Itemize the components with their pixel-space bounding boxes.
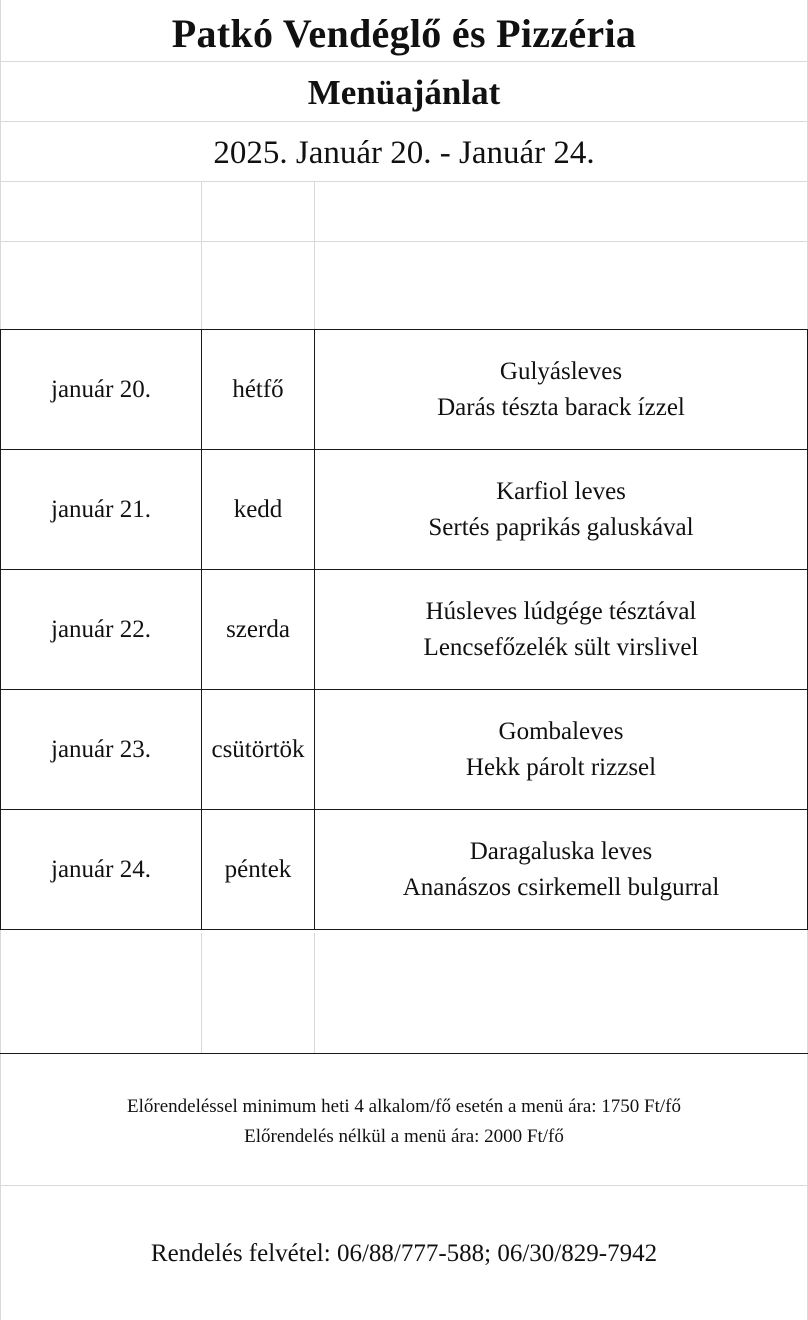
menu-row (1, 330, 808, 450)
menu-row (1, 810, 808, 930)
menu-row (1, 690, 808, 810)
menu-day: szerda (202, 570, 315, 690)
pricing-notes (0, 1092, 808, 1152)
gridline (201, 933, 202, 1053)
menu-date: január 20. (1, 330, 202, 450)
soup-dish: Gulyásleves (499, 357, 623, 385)
order-contact: Rendelés felvétel: 06/88/777-588; 06/30/829-7942 (150, 1240, 658, 1267)
soup-dish: Gombaleves (498, 717, 624, 745)
menu-date: január 21. (1, 450, 202, 570)
week-date-range: 2025. Január 20. - Január 24. (213, 134, 595, 171)
gridline (314, 933, 315, 1053)
menu-date: január 24. (1, 810, 202, 930)
main-dish: Darás tészta barack ízzel (437, 393, 685, 421)
gridline (201, 181, 202, 329)
gridline (314, 181, 315, 329)
menu-row (1, 570, 808, 690)
menu-subtitle: Menüajánlat (307, 73, 501, 112)
menu-date: január 22. (1, 570, 202, 690)
menu-dishes (315, 690, 808, 810)
soup-dish: Daragaluska leves (469, 837, 653, 865)
weekly-menu-table (0, 329, 808, 930)
main-dish: Hekk párolt rizzsel (465, 753, 657, 781)
pricing-standard: Előrendelés nélkül a menü ára: 2000 Ft/fő (244, 1126, 564, 1147)
menu-day: csütörtök (202, 690, 315, 810)
menu-dishes (315, 570, 808, 690)
menu-day: kedd (202, 450, 315, 570)
main-dish: Sertés paprikás galuskával (428, 513, 694, 541)
soup-dish: Karfiol leves (496, 477, 626, 505)
menu-date: január 23. (1, 690, 202, 810)
menu-dishes (315, 330, 808, 450)
gridline (0, 1185, 808, 1186)
menu-dishes (315, 450, 808, 570)
menu-dishes (315, 810, 808, 930)
restaurant-title: Patkó Vendéglő és Pizzéria (171, 10, 637, 56)
main-dish: Ananászos csirkemell bulgurral (402, 873, 720, 901)
menu-day: péntek (202, 810, 315, 930)
section-divider (0, 1053, 808, 1054)
gridline (0, 241, 808, 242)
main-dish: Lencsefőzelék sült virslivel (423, 633, 699, 661)
pricing-preorder: Előrendeléssel minimum heti 4 alkalom/fő esetén a menü ára: 1750 Ft/fő (126, 1096, 682, 1117)
menu-row (1, 450, 808, 570)
menu-day: hétfő (202, 330, 315, 450)
soup-dish: Húsleves lúdgége tésztával (425, 597, 697, 625)
